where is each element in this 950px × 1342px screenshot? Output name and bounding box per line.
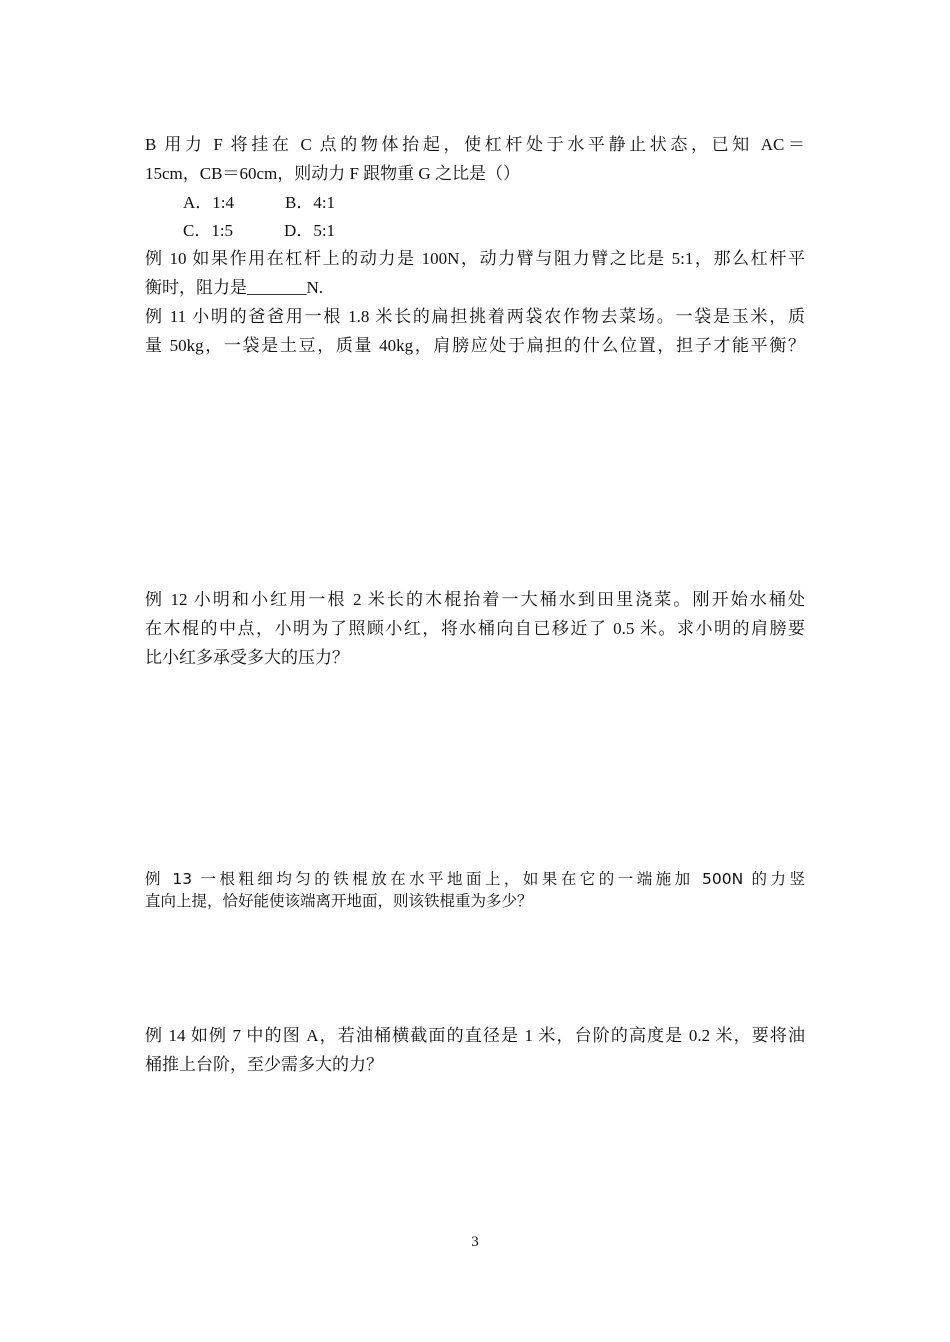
question-9-options-row-2: C．1:5 D．5:1 <box>183 221 336 240</box>
question-11-line-1: 例 11 小明的爸爸用一根 1.8 米长的扁担挑着两袋农作物去菜场。一袋是玉米，质 <box>145 307 805 326</box>
question-11-line-2: 量 50kg，一袋是土豆，质量 40kg，肩膀应处于扁担的什么位置，担子才能平衡？ <box>145 336 805 355</box>
question-13-line-2: 直向上提，恰好能使该端离开地面，则该铁棍重为多少？ <box>145 892 533 910</box>
question-9-text-line-2: 15cm，CB＝60cm，则动力 F 跟物重 G 之比是（） <box>145 164 520 183</box>
question-10-line-1: 例 10 如果作用在杠杆上的动力是 100N，动力臂与阻力臂之比是 5:1，那么杠杆平 <box>145 249 805 268</box>
question-14-line-2: 桶推上台阶，至少需多大的力？ <box>145 1055 383 1074</box>
question-14-line-1: 例 14 如例 7 中的图 A，若油桶横截面的直径是 1 米，台阶的高度是 0.2 米，要将油 <box>145 1026 805 1045</box>
question-12-line-3: 比小红多承受多大的压力？ <box>145 648 349 667</box>
question-12-line-2: 在木棍的中点，小明为了照顾小红，将水桶向自已移近了 0.5 米。求小明的肩膀要 <box>145 619 805 638</box>
question-13-line-1: 例 13 一根粗细均匀的铁棍放在水平地面上，如果在它的一端施加 500N 的力竖 <box>145 870 805 888</box>
question-10-line-2: 衡时，阻力是_______N. <box>145 278 324 297</box>
question-9-options-row-1: A．1:4 B．4:1 <box>183 193 336 212</box>
question-12-line-1: 例 12 小明和小红用一根 2 米长的木棍抬着一大桶水到田里浇菜。刚开始水桶处 <box>145 590 805 609</box>
question-9-text-line-1: B 用力 F 将挂在 C 点的物体抬起，使杠杆处于水平静止状态，已知 AC＝ <box>145 135 805 154</box>
page-number: 3 <box>471 1234 479 1250</box>
